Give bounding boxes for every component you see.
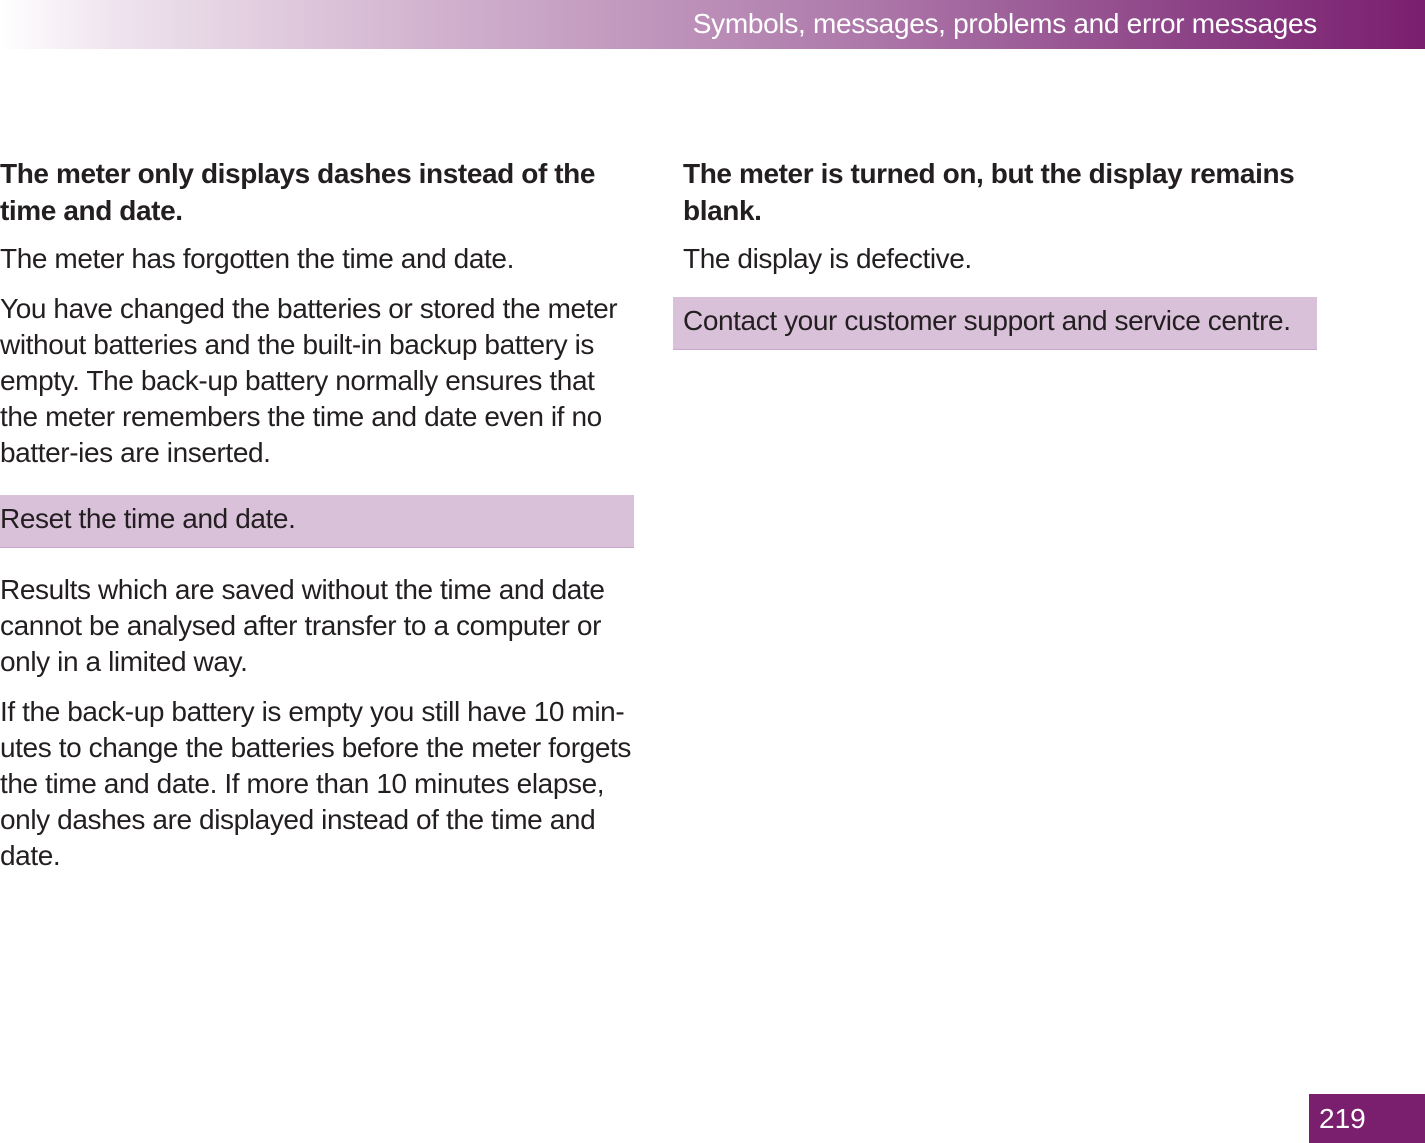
- cause-paragraph: The meter has forgotten the time and date.: [0, 243, 514, 274]
- left-column: [0, 155, 634, 888]
- cause-explanation-paragraph: You have changed the batteries or stored the meter without batteries and the built-in backup battery is empty. The back-up battery normally ensures that the meter remembers the time and date even if no batter-ies are inserted.: [0, 293, 618, 468]
- note-paragraph-results: Results which are saved without the time and date cannot be analysed after transfer to a computer or only in a limited way.: [0, 574, 605, 677]
- right-column: [673, 155, 1317, 374]
- header-bar: [0, 0, 1425, 49]
- section-title: Symbols, messages, problems and error messages: [692, 8, 1317, 39]
- action-box-contact-support: Contact your customer support and service centre.: [673, 297, 1317, 350]
- action-box-reset-time: Reset the time and date.: [0, 495, 634, 548]
- problem-heading-blank-display: The meter is turned on, but the display remains blank.: [683, 158, 1295, 226]
- problem-heading-dashes: The meter only displays dashes instead of the time and date.: [0, 158, 596, 226]
- cause-paragraph-display: The display is defective.: [683, 243, 972, 274]
- note-paragraph-backup-battery: If the back-up battery is empty you still have 10 min-utes to change the batteries before the meter forgets the time and date. If more than 10 minutes elapse, only dashes are displayed instead of the time and date.: [0, 696, 631, 871]
- page-number: 219: [1309, 1094, 1425, 1143]
